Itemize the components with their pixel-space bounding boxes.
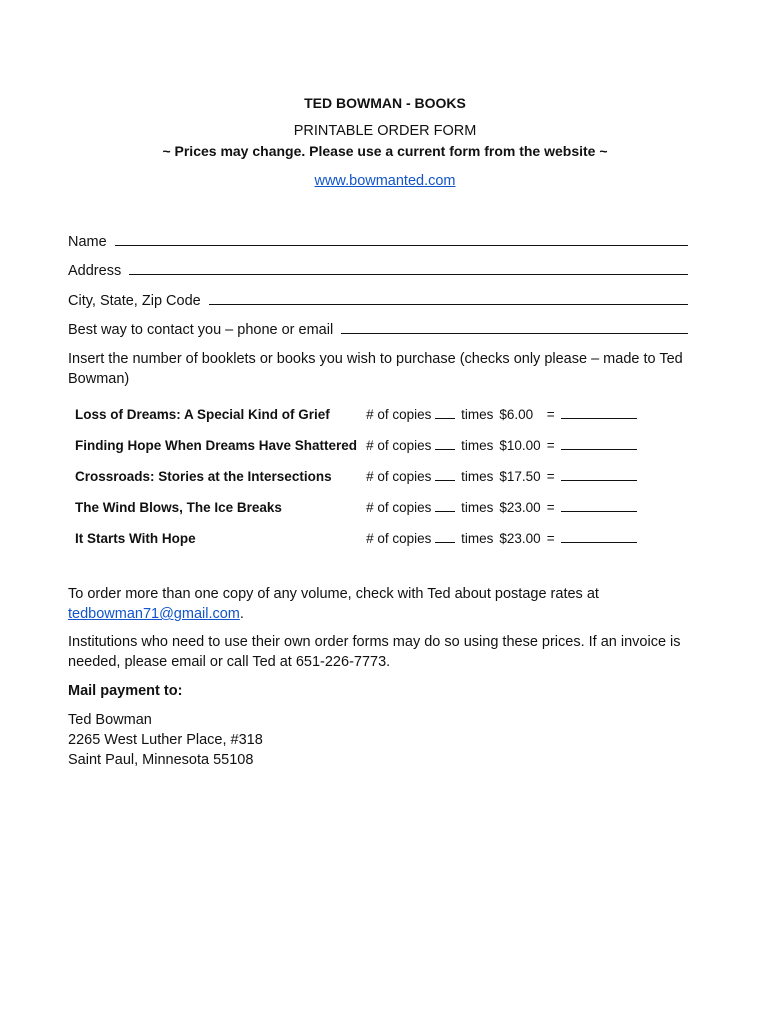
equals-sign: = xyxy=(546,407,555,422)
copies-label: # of copies xyxy=(366,531,432,546)
copies-label: # of copies xyxy=(366,438,432,453)
book-price: $23.00 xyxy=(499,531,541,546)
copies-blank[interactable] xyxy=(435,541,455,543)
total-cell xyxy=(558,492,640,523)
mail-name: Ted Bowman xyxy=(68,712,152,728)
book-title: The Wind Blows, The Ice Breaks xyxy=(75,500,282,515)
book-title: Loss of Dreams: A Special Kind of Grief xyxy=(75,407,330,422)
copies-blank[interactable] xyxy=(435,417,455,419)
city-state-zip-blank[interactable] xyxy=(209,303,688,305)
book-order-table xyxy=(72,399,640,554)
total-blank[interactable] xyxy=(561,541,637,543)
total-blank[interactable] xyxy=(561,417,637,419)
book-row xyxy=(72,430,640,461)
copies-blank[interactable] xyxy=(435,510,455,512)
mail-heading: Mail payment to: xyxy=(68,683,183,699)
address-field[interactable] xyxy=(68,259,688,279)
times-label: times xyxy=(461,531,494,546)
city-state-zip-field[interactable] xyxy=(68,289,688,309)
book-title: Crossroads: Stories at the Intersections xyxy=(75,469,332,484)
mail-street: 2265 West Luther Place, #318 xyxy=(68,732,263,748)
times-label: times xyxy=(461,500,494,515)
city-state-zip-label: City, State, Zip Code xyxy=(68,293,201,309)
name-label: Name xyxy=(68,234,107,250)
book-row xyxy=(72,399,640,430)
book-row xyxy=(72,461,640,492)
equals-sign: = xyxy=(546,469,555,484)
equals-sign: = xyxy=(546,500,555,515)
copies-label: # of copies xyxy=(366,407,432,422)
price-notice: ~ Prices may change. Please use a current form from the website ~ xyxy=(162,143,608,159)
postage-note xyxy=(68,584,698,624)
copies-label: # of copies xyxy=(366,500,432,515)
contact-field[interactable] xyxy=(68,318,688,338)
total-cell xyxy=(558,461,640,492)
book-price: $10.00 xyxy=(499,438,541,453)
times-label: times xyxy=(461,438,494,453)
mail-city: Saint Paul, Minnesota 55108 xyxy=(68,752,254,768)
postage-note-end: . xyxy=(239,606,244,622)
total-cell xyxy=(558,523,640,554)
website-link[interactable]: www.bowmanted.com xyxy=(314,173,456,189)
equals-sign: = xyxy=(546,531,555,546)
book-price: $17.50 xyxy=(499,469,541,484)
total-blank[interactable] xyxy=(561,479,637,481)
total-cell xyxy=(558,399,640,430)
times-label: times xyxy=(461,407,494,422)
copies-blank[interactable] xyxy=(435,448,455,450)
total-cell xyxy=(558,430,640,461)
contact-blank[interactable] xyxy=(341,332,688,334)
book-row xyxy=(72,492,640,523)
total-blank[interactable] xyxy=(561,510,637,512)
equals-sign: = xyxy=(546,438,555,453)
name-field[interactable] xyxy=(68,230,688,250)
name-blank[interactable] xyxy=(115,244,688,246)
address-label: Address xyxy=(68,263,122,279)
copies-blank[interactable] xyxy=(435,479,455,481)
institutions-note: Institutions who need to use their own order forms may do so using these prices. If an invoice is needed, please email or call Ted at 651-226-7773. xyxy=(68,634,681,670)
mailing-address xyxy=(68,710,698,770)
book-price: $6.00 xyxy=(499,407,534,422)
times-label: times xyxy=(461,469,494,484)
book-price: $23.00 xyxy=(499,500,541,515)
form-title: TED BOWMAN - BOOKS xyxy=(304,95,466,111)
book-title: It Starts With Hope xyxy=(75,531,196,546)
postage-note-text: To order more than one copy of any volume, check with Ted about postage rates at xyxy=(68,586,599,602)
book-title: Finding Hope When Dreams Have Shattered xyxy=(75,438,358,453)
book-row xyxy=(72,523,640,554)
copies-label: # of copies xyxy=(366,469,432,484)
instructions-text: Insert the number of booklets or books you wish to purchase (checks only please – made to Ted Bowman) xyxy=(68,351,683,387)
email-link[interactable]: tedbowman71@gmail.com xyxy=(68,606,240,622)
form-subtitle: PRINTABLE ORDER FORM xyxy=(293,123,477,139)
address-blank[interactable] xyxy=(129,273,688,275)
total-blank[interactable] xyxy=(561,448,637,450)
contact-label: Best way to contact you – phone or email xyxy=(68,322,334,338)
